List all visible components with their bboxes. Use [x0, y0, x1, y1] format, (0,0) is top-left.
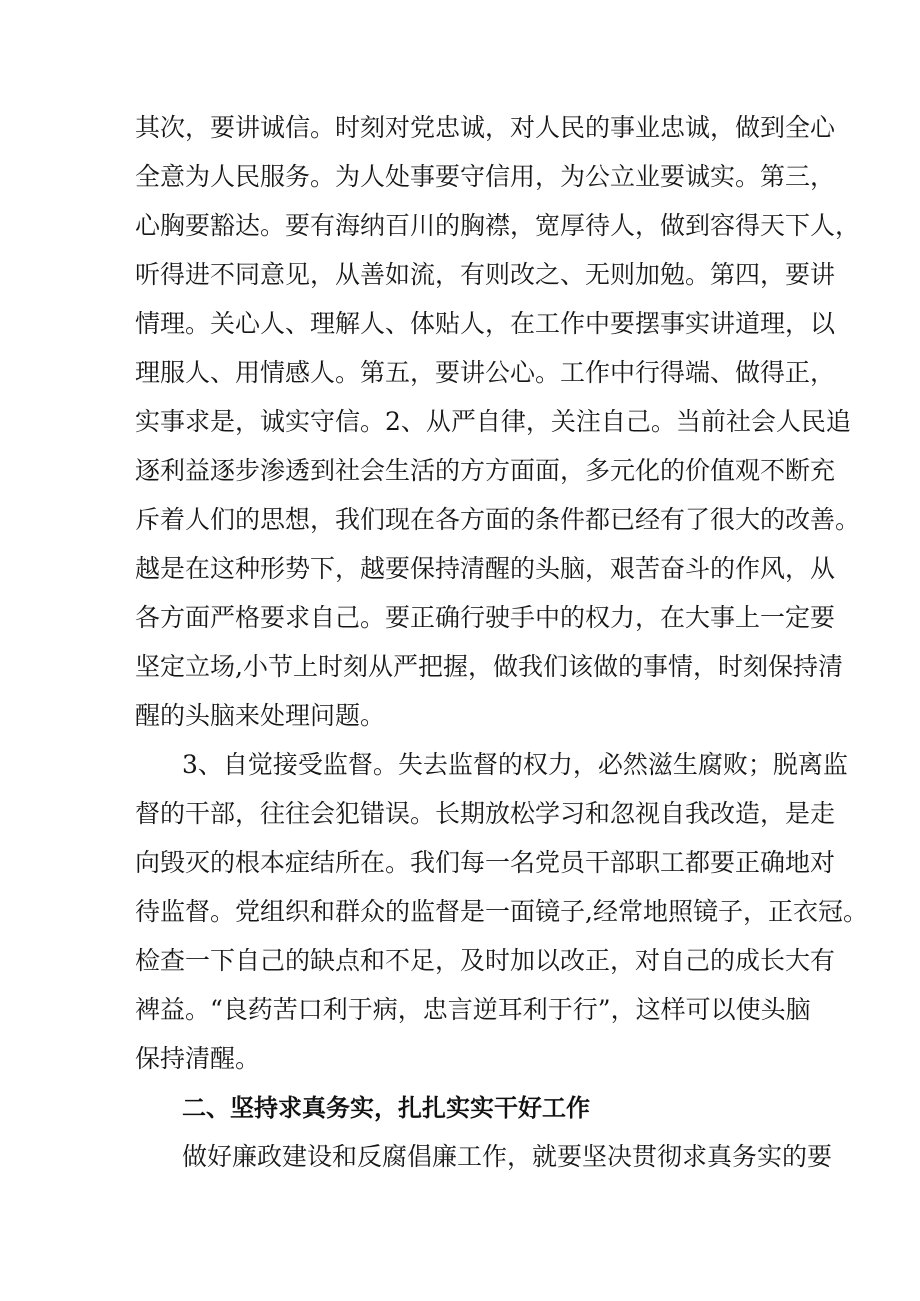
section-heading: 二、坚持求真务实，扎扎实实干好工作 [182, 1094, 590, 1122]
paragraph-line: 情理。关心人、理解人、体贴人，在工作中要摆事实讲道理，以 [135, 309, 836, 338]
paragraph-line: 醒的头脑来处理问题。 [135, 701, 386, 730]
paragraph-line: 3、自觉接受监督。失去监督的权力，必然滋生腐败；脱离监 [182, 750, 848, 779]
paragraph-line: 待监督。党组织和群众的监督是一面镜子,经常地照镜子，正衣冠。 [135, 897, 868, 926]
paragraph-line: 坚定立场,小节上时刻从严把握，做我们该做的事情，时刻保持清 [135, 652, 843, 681]
paragraph-line: 听得进不同意见，从善如流，有则改之、无则加勉。第四，要讲 [135, 260, 836, 289]
paragraph-line: 做好廉政建设和反腐倡廉工作，就要坚决贯彻求真务实的要 [182, 1142, 833, 1171]
paragraph-line: 斥着人们的思想，我们现在各方面的条件都已经有了很大的改善。 [135, 505, 861, 534]
paragraph-line: 其次，要讲诚信。时刻对党忠诚，对人民的事业忠诚，做到全心 [135, 113, 836, 142]
paragraph-line: 理服人、用情感人。第五，要讲公心。工作中行得端、做得正， [135, 358, 836, 387]
paragraph-line: 检查一下自己的缺点和不足，及时加以改正，对自己的成长大有 [135, 946, 836, 975]
paragraph-line: 向毁灭的根本症结所在。我们每一名党员干部职工都要正确地对 [135, 848, 836, 877]
paragraph-line: 保持清醒。 [135, 1044, 261, 1073]
paragraph-line: 督的干部，往往会犯错误。长期放松学习和忽视自我改造，是走 [135, 799, 836, 828]
paragraph-line: 裨益。“良药苦口利于病，忠言逆耳利于行”，这样可以使头脑 [135, 995, 811, 1024]
paragraph-line: 全意为人民服务。为人处事要守信用，为公立业要诚实。第三， [135, 162, 836, 191]
paragraph-line: 心胸要豁达。要有海纳百川的胸襟，宽厚待人，做到容得天下人， [135, 211, 861, 240]
paragraph-line: 实事求是，诚实守信。2、从严自律，关注自己。当前社会人民追 [135, 407, 851, 436]
paragraph-line: 逐利益逐步渗透到社会生活的方方面面，多元化的价值观不断充 [135, 456, 836, 485]
paragraph-line: 越是在这种形势下，越要保持清醒的头脑，艰苦奋斗的作风，从 [135, 554, 836, 583]
paragraph-line: 各方面严格要求自己。要正确行驶手中的权力，在大事上一定要 [135, 603, 836, 632]
